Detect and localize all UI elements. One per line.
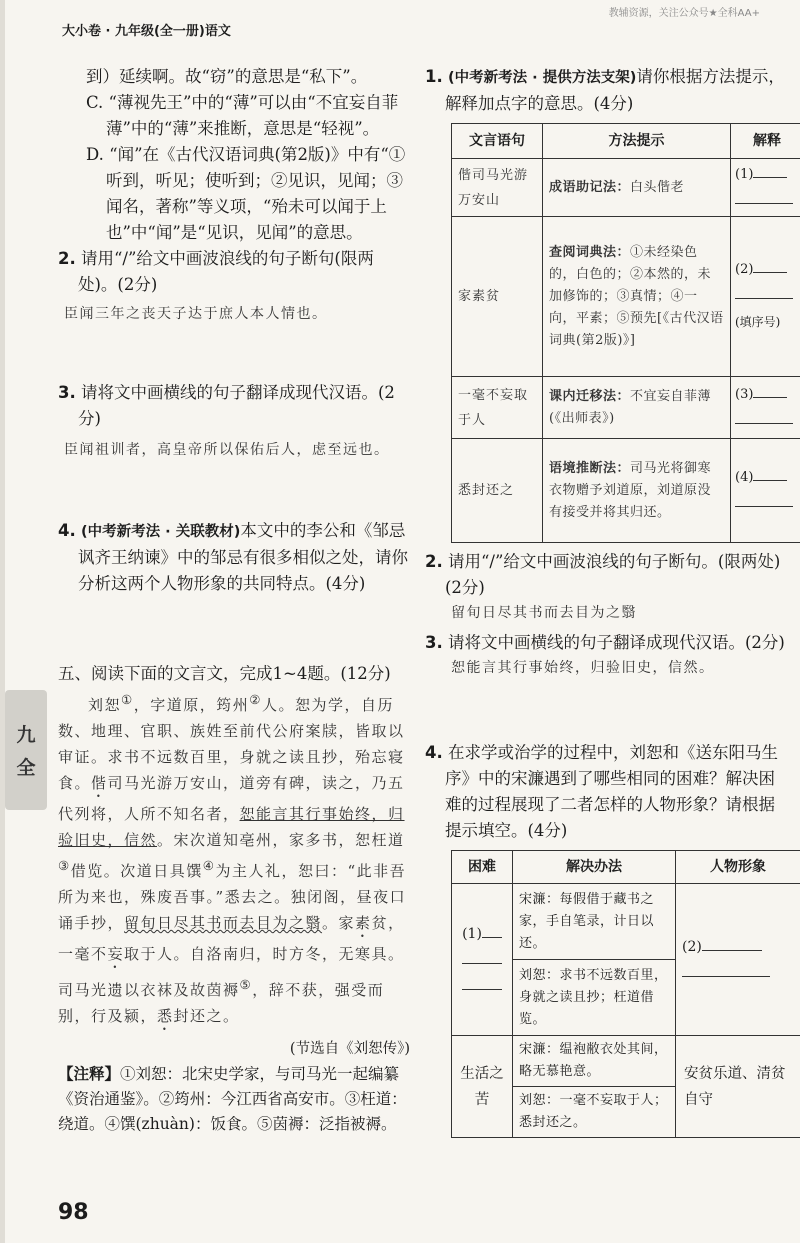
answer-blank[interactable] — [753, 397, 787, 398]
book-header: 大小卷 · 九年级(全一册)语文 — [62, 24, 231, 39]
question-3: 3. 请将文中画横线的句子翻译成现代汉语。(2分) — [58, 383, 395, 428]
option-d: D. “闻”在《古代汉语词典(第2版)》中有“①听到，听见；使听到；②见识，见闻；③闻名，著称”等义项，“殆未可以闻于上也”中“闻”是“见识，见闻”的意思。 — [86, 145, 406, 242]
difficulty-table — [451, 850, 800, 1138]
answer-blank[interactable] — [753, 177, 787, 178]
underlined-sentence: 恕能言其行事始终，归验旧史，信然 — [58, 805, 405, 849]
r-answer-2: 留旬日尽其书而去目为之翳 — [451, 605, 637, 621]
t2-row: 刘恕：求书不远数百里，身就之读且抄；枉道借览。 — [452, 960, 800, 1036]
answer-blank[interactable] — [702, 950, 762, 951]
method-table — [451, 123, 800, 543]
answer-3: 臣闻祖训者，高皇帝所以保佑后人，虑至远也。 — [64, 442, 390, 458]
question-2: 2. 请用“/”给文中画波浪线的句子断句(限两处)。(2分) — [58, 249, 374, 294]
question-4: 4. (中考新考法 · 关联教材)本文中的李公和《邹忌讽齐王纳谏》中的邹忌有很多相似之处，请你分析这两个人物形象的共同特点。(4分) — [58, 521, 408, 593]
answer-blank[interactable] — [682, 976, 770, 977]
notes: 【注释】①刘恕：北宋史学家，与司马光一起编纂《资治通鉴》。②筠州：今江西省高安市。③枉道：绕道。④馔(zhuàn)：饭食。⑤茵褥：泛指被褥。 — [58, 1065, 407, 1133]
page-number: 98 — [58, 1200, 89, 1225]
t1-row: 家素贫 查阅词典法：①未经染色的，白色的；②本然的，未加修饰的；③真情；④一向，平素；⑤预先[《古代汉语词典(第2版)》] (2) (填序号) — [452, 217, 800, 377]
answer-blank[interactable] — [753, 272, 787, 273]
t2-header-solution: 解决办法 — [513, 851, 676, 884]
side-tab-grade: 九 — [16, 724, 36, 746]
r-answer-3: 恕能言其行事始终，归验旧史，信然。 — [451, 660, 715, 676]
r-question-3: 3. 请将文中画横线的句子翻译成现代汉语。(2分) — [425, 633, 785, 652]
answer-blank[interactable] — [482, 937, 502, 938]
t1-row: 一毫不妄取于人 课内迁移法：不宜妄自菲薄(《出师表》) (3) — [452, 377, 800, 439]
option-b-continued: 到）延续啊。故“窃”的意思是“私下”。 — [86, 67, 368, 86]
answer-blank[interactable] — [735, 423, 793, 424]
page-edge — [0, 0, 5, 1243]
r-question-4: 4. 在求学或治学的过程中，刘恕和《送东阳马生序》中的宋濂遇到了哪些相同的困难？解决困难的过程展现了二者怎样的人物形象？请根据提示填空。(4分) — [425, 743, 778, 840]
t2-header-difficulty: 困难 — [452, 851, 513, 884]
t1-header-answer: 解释 — [731, 124, 800, 159]
right-column — [425, 64, 785, 1138]
t1-header-phrase: 文言语句 — [452, 124, 543, 159]
t2-row: 刘恕：一毫不妄取于人；悉封还之。 — [452, 1087, 800, 1138]
answer-blank[interactable] — [735, 298, 793, 299]
option-c: C. “薄视先王”中的“薄”可以由“不宜妄自菲薄”中的“薄”来推断，意思是“轻视”。 — [86, 93, 399, 138]
passage-source: (节选自《刘恕传》) — [289, 1041, 410, 1057]
side-tab — [5, 690, 47, 810]
r-question-2: 2. 请用“/”给文中画波浪线的句子断句。(限两处)(2分) — [425, 552, 781, 597]
passage-para-1: 刘恕①，字道原，筠州②人。恕为学，自历数、地理、官职、族姓至前代公府案牍，皆取以审证。求书不远数百里，身就之读且抄，殆忘寝食。偕司马光游万安山，道旁有碑，读之，乃五代列将，人所不知名者，恕能言其行事始终，归验旧史，信然。宋次道知亳州，家多书，恕枉道③借览。次道日具馔④为主人礼，恕曰：“此非吾所为来也，殊废吾事。”悉去之。独闭阁，昼夜口诵手抄，留旬日尽其书而去目为之翳。家素贫，一毫不妄取于人。自洛南归，时方冬，无寒具。司马光遗以衣袜及故茵褥⑤，辞不获，强受而别，行及颍，悉封还之。 — [58, 692, 407, 1025]
t1-row: 偕司马光游万安山 成语助记法：白头偕老 (1) — [452, 159, 800, 217]
t2-row: 生活之苦 宋濂：缊袍敝衣处其间，略无慕艳意。 安贫乐道、清贫自守 — [452, 1036, 800, 1087]
answer-blank[interactable] — [753, 480, 787, 481]
t2-header-image: 人物形象 — [676, 851, 800, 884]
passage — [58, 687, 410, 1034]
wavy-sentence: 留旬日尽其书而去目为之翳 — [124, 914, 323, 932]
answer-2: 臣闻三年之丧天子达于庶人本人情也。 — [64, 306, 328, 322]
answer-blank[interactable] — [735, 506, 793, 507]
t1-header-method: 方法提示 — [543, 124, 731, 159]
answer-blank[interactable] — [462, 989, 502, 990]
side-tab-volume: 全 — [16, 757, 36, 779]
answer-blank[interactable] — [462, 963, 502, 964]
left-column — [58, 64, 410, 1137]
promo-text: 教辅资源，关注公众号★全科AA+ — [608, 8, 760, 19]
answer-blank[interactable] — [735, 203, 793, 204]
r-question-1: 1. (中考新考法 · 提供方法支架)请你根据方法提示，解释加点字的意思。(4分) — [425, 67, 785, 113]
section-5-title: 五、阅读下面的文言文，完成1~4题。(12分) — [58, 664, 391, 683]
t2-row: (1) 宋濂：每假借于藏书之家，手自笔录，计日以还。 (2) — [452, 884, 800, 960]
t1-row: 悉封还之 语境推断法：司马光将御寒衣物赠予刘道原，刘道原没有接受并将其归还。 (4) — [452, 439, 800, 543]
